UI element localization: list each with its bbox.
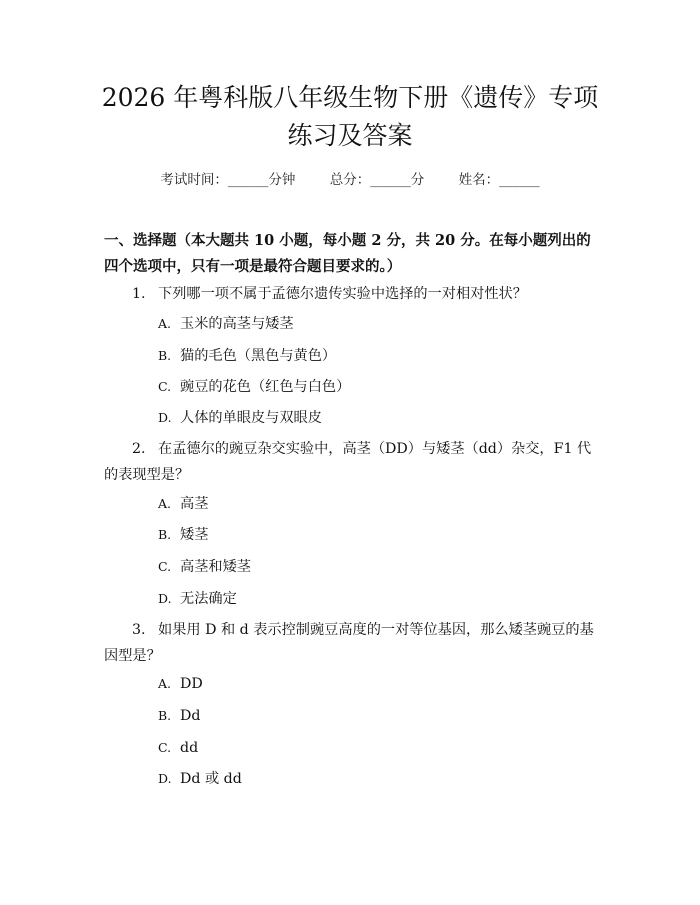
option-text: Dd — [180, 708, 201, 724]
question-1-option-b — [158, 346, 578, 366]
option-text: 猫的毛色（黑色与黄色） — [180, 348, 337, 364]
option-text: 高茎 — [180, 496, 209, 512]
option-text: dd — [180, 740, 199, 756]
option-label: A. — [158, 496, 172, 511]
option-label: B. — [158, 527, 172, 542]
exam-total-score: 总分：______分 — [329, 172, 425, 188]
option-label: D. — [158, 771, 172, 786]
option-label: B. — [158, 708, 172, 723]
option-text: 高茎和矮茎 — [180, 559, 251, 575]
option-text: Dd 或 dd — [180, 771, 242, 787]
option-text: 玉米的高茎与矮茎 — [180, 316, 294, 332]
option-text: 人体的单眼皮与双眼皮 — [180, 410, 322, 426]
option-label: C. — [158, 559, 172, 574]
question-text: 在孟德尔的豌豆杂交实验中，高茎（DD）与矮茎（dd）杂交，F1 代的表现型是？ — [104, 441, 592, 483]
question-number: 2. — [132, 441, 146, 457]
option-text: 无法确定 — [180, 591, 237, 607]
option-label: B. — [158, 348, 172, 363]
document-title-line-1: 2026 年粤科版八年级生物下册《遗传》专项 — [101, 83, 599, 112]
question-1-option-c — [158, 377, 578, 397]
question-number: 3. — [132, 622, 146, 638]
question-1 — [104, 281, 604, 307]
question-3-option-b — [158, 706, 578, 726]
question-text: 下列哪一项不属于孟德尔遗传实验中选择的一对相对性状？ — [158, 286, 527, 302]
question-2-option-d — [158, 589, 578, 609]
question-3-option-d — [158, 769, 578, 789]
option-text: DD — [180, 676, 203, 692]
option-label: A. — [158, 316, 172, 331]
option-label: C. — [158, 740, 172, 755]
question-2-option-a — [158, 494, 578, 514]
exam-name: 姓名：______ — [458, 172, 540, 188]
option-text: 矮茎 — [180, 527, 209, 543]
section-heading: 一、选择题（本大题共 10 小题，每小题 2 分，共 20 分。在每小题列出的四个选项中，只有一项是最符合题目要求的。） — [104, 232, 591, 275]
exam-info — [0, 168, 700, 188]
question-3-option-c — [158, 738, 578, 758]
question-2 — [104, 436, 604, 488]
question-3 — [104, 617, 604, 669]
question-2-option-c — [158, 557, 578, 577]
option-text: 豌豆的花色（红色与白色） — [180, 379, 351, 395]
question-1-option-a — [158, 314, 578, 334]
document-title-line-2: 练习及答案 — [287, 121, 413, 150]
option-label: D. — [158, 410, 172, 425]
question-3-option-a — [158, 674, 578, 694]
question-text: 如果用 D 和 d 表示控制豌豆高度的一对等位基因，那么矮茎豌豆的基因型是？ — [104, 622, 594, 664]
exam-time: 考试时间：______分钟 — [160, 172, 296, 188]
question-number: 1. — [132, 286, 146, 302]
option-label: C. — [158, 379, 172, 394]
option-label: A. — [158, 676, 172, 691]
option-label: D. — [158, 591, 172, 606]
question-1-option-d — [158, 408, 578, 428]
question-2-option-b — [158, 525, 578, 545]
